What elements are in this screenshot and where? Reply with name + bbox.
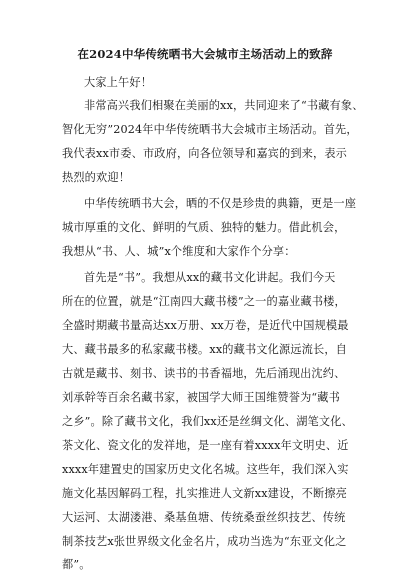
paragraph-line: 大运河、太湖溇港、桑基鱼塘、传统桑蚕丝织技艺、传统: [62, 511, 346, 524]
paragraph-line: 所在的位置，就是“江南四大藏书楼”之一的嘉业藏书楼，: [62, 295, 346, 308]
paragraph-line: 全盛时期藏书量高达xx万册、xx万卷，是近代中国规模最: [62, 319, 349, 332]
paragraph-line: 施文化基因解码工程，扎实推进人文新xx建设，不断擦亮: [62, 487, 348, 500]
paragraph-line: xxxx年建置史的国家历史文化名城。这些年，我们深入实: [62, 463, 349, 476]
paragraph-line: 制茶技艺x张世界级文化金名片，成功当选为“东亚文化之: [62, 535, 347, 548]
paragraph-line: 首先是“书”。我想从xx的藏书文化讲起。我们今天: [84, 271, 336, 284]
paragraph-line: 城市厚重的文化、鲜明的气质、独特的魅力。借此机会，: [62, 221, 346, 234]
paragraph-line: 刘承幹等百余名藏书家，被国学大师王国维赞誉为“藏书: [62, 391, 340, 404]
paragraph-line: 茶文化、瓷文化的发祥地，是一座有着xxxx年文明史、近: [62, 439, 349, 452]
paragraph-line: 我代表xx市委、市政府，向各位领导和嘉宾的到来，表示: [62, 147, 348, 160]
paragraph-line: 之乡”。除了藏书文化，我们xx还是丝绸文化、湖笔文化、: [62, 415, 353, 428]
paragraph-line: 大、藏书最多的私家藏书楼。xx的藏书文化源远流长，自: [62, 343, 348, 356]
salutation-line: 大家上午好！: [84, 76, 153, 89]
paragraph-line: 古就是藏书、刻书、读书的书香福地，先后涌现出沈约、: [62, 367, 346, 380]
paragraph-line: 我想从“书、人、城”x个维度和大家作个分享：: [62, 245, 296, 258]
paragraph-line: 智化无穷”2024年中华传统晒书大会城市主场活动。首先，: [62, 123, 358, 136]
document-title: 在2024中华传统晒书大会城市主场活动上的致辞: [77, 47, 333, 61]
paragraph-line: 热烈的欢迎！: [62, 171, 131, 184]
paragraph-line: 非常高兴我们相聚在美丽的xx，共同迎来了“书藏有象、: [84, 99, 364, 112]
paragraph-line: 都”。: [62, 558, 91, 571]
paragraph-line: 中华传统晒书大会，晒的不仅是珍贵的典籍，更是一座: [84, 197, 357, 210]
